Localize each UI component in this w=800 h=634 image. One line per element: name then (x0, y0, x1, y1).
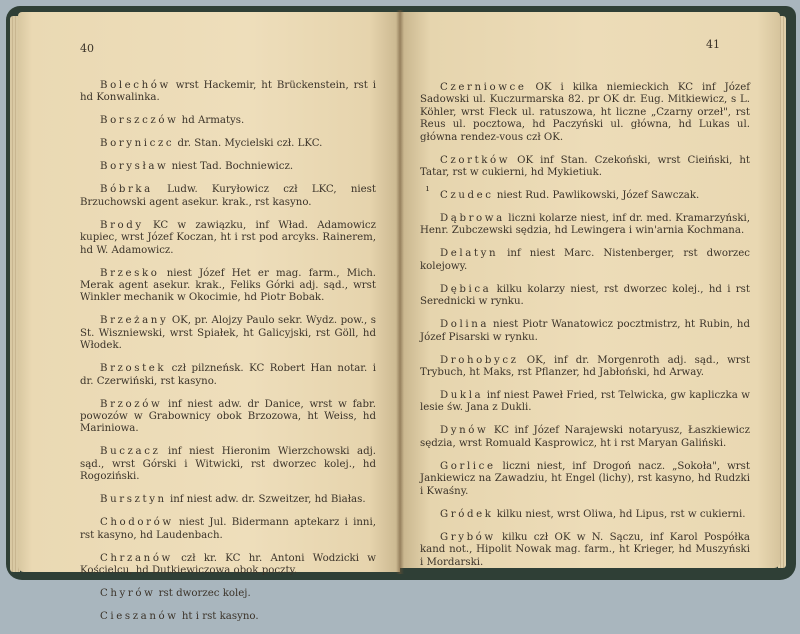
directory-entry (80, 517, 376, 542)
entry-text: kilku kolarzy niest, rst dworzec kolej., hd i rst Serednicki w rynku. (420, 283, 750, 308)
place-name: Brzeżany (100, 315, 169, 327)
place-name: Cieszanów (100, 611, 179, 623)
place-name: Brzesko (100, 267, 160, 279)
directory-entry (80, 138, 376, 150)
entry-text: inf niest Marc. Nistenberger, rst dworzec kolejowy. (420, 248, 750, 272)
place-name: Delatyn (440, 248, 499, 260)
directory-entry (420, 82, 750, 144)
book-gutter (396, 10, 404, 574)
directory-entry (420, 155, 750, 180)
entry-text: dr. Stan. Mycielski czł. LKC. (174, 138, 323, 150)
entry-text: KC inf Józef Narajewski notaryusz, Łaszkiewicz sędzia, wrst Romuald Kasprowicz, ht i rst Maryan Galiński. (420, 425, 750, 449)
directory-entry (80, 161, 376, 173)
entry-text: ht i rst kasyno. (178, 611, 259, 623)
place-name: Boryniczc (100, 138, 175, 150)
place-name: Bolechów (100, 80, 171, 91)
place-name: Brzozów (100, 398, 163, 410)
entry-text: niest Rud. Pawlikowski, Józef Sawczak. (493, 190, 700, 202)
place-name: Bóbrka (100, 184, 153, 196)
entry-text: czł kr. KC hr. Antoni Wodzicki w Kościelcu, hd Dutkiewiczowa obok poczty. (80, 552, 376, 577)
place-name: Dolina (440, 319, 490, 331)
entry-text: rst dworzec kolej. (155, 588, 251, 600)
entry-text: niest Piotr Wanatowicz pocztmistrz, ht Rubin, hd Józef Pisarski w rynku. (420, 319, 750, 343)
entry-text: czł pilzneńsk. KC Robert Han notar. i dr. Czerwiński, rst kasyno. (80, 363, 376, 387)
place-name: Chyrów (100, 588, 156, 600)
place-name: Czerniowce (440, 82, 527, 93)
directory-entry (420, 355, 750, 380)
directory-entry (420, 509, 750, 521)
entry-text: niest Jul. Bidermann aptekarz i inni, rst kasyno, hd Laudenbach. (80, 517, 376, 541)
entry-text: OK i kilka niemieckich KC inf Józef Sadowski ul. Kuczurmarska 82. pr OK dr. Eug. Mitkiewicz, s L. Köhler, wrst Fleck ul. ratuszowa, ht liczne „Czarny orzeł", rst Reus ul. pocztowa, hd Paczyński ul. główna, hd Lukas ul. główna rendez-vous czł OK. (420, 82, 750, 143)
margin-mark: ı (426, 184, 429, 194)
directory-entry (420, 190, 750, 202)
entry-text: OK inf Stan. Czekoński, wrst Cieiński, ht Tatar, rst w cukierni, hd Mykietiuk. (420, 154, 750, 179)
directory-entry (80, 611, 376, 623)
place-name: Grybów (440, 531, 496, 543)
directory-entry (420, 213, 750, 238)
directory-entry (420, 319, 750, 344)
entry-text: liczni niest, inf Drogoń nacz. „Sokoła", wrst Jankiewicz na Zawadziu, ht Engel (lichy), rst kasyno, hd Rudzki i Kwaśny. (420, 460, 750, 497)
directory-entry (80, 588, 376, 600)
right-page (400, 12, 780, 568)
entry-text: niest Tad. Bochniewicz. (168, 161, 294, 173)
place-name: Gorlice (440, 460, 496, 472)
place-name: Drohobycz (440, 354, 519, 366)
entry-text: OK, inf dr. Morgenroth adj. sąd., wrst Trybuch, ht Maks, rst Pflanzer, hd Jabłoński, hd Arway. (420, 354, 750, 379)
directory-entry (80, 446, 376, 483)
directory-entry (80, 553, 376, 578)
place-name: Bursztyn (100, 494, 167, 506)
directory-entry (80, 115, 376, 127)
right-entries (420, 82, 750, 580)
place-name: Chodorów (100, 517, 174, 529)
directory-entry (80, 220, 376, 257)
entry-text: wrst Hackemir, ht Brückenstein, rst i hd Konwalinka. (80, 80, 376, 104)
page-number-left: 40 (80, 42, 94, 55)
entry-text: inf niest adw. dr Danice, wrst w fabr. powozów w Grabownicy obok Brzozowa, ht Weiss, hd Mariniowa. (80, 398, 376, 435)
directory-entry (80, 315, 376, 352)
place-name: Borysław (100, 161, 169, 173)
entry-text: inf niest adw. dr. Szweitzer, hd Białas. (166, 494, 366, 506)
entry-text: Ludw. Kuryłowicz czł LKC, niest Brzuchowski agent asekur. krak., rst kasyno. (80, 184, 376, 208)
place-name: Dynów (440, 425, 489, 437)
directory-entry (80, 363, 376, 388)
place-name: Gródek (440, 508, 494, 520)
place-name: Brzostek (100, 363, 167, 375)
page-number-right: 41 (706, 38, 720, 51)
entry-text: kilku czł OK w N. Sączu, inf Karol Pospółka kand not., Hipolit Nowak mag. farm., ht Krieger, hd Muszyński i Mordarski. (420, 531, 750, 568)
place-name: Dukla (440, 390, 484, 402)
entry-text: liczni kolarze niest, inf dr. med. Kramarzyński, Henr. Zubczewski sędzia, hd Lewingera i win'arnia Kochmana. (420, 213, 750, 237)
place-name: Brody (100, 219, 144, 231)
directory-entry (80, 399, 376, 436)
place-name: Czudec (440, 190, 494, 202)
entry-text: inf niest Paweł Fried, rst Telwicka, gw kapliczka w lesie św. Jana z Dukli. (420, 390, 750, 414)
left-entries (80, 80, 376, 634)
directory-entry (420, 248, 750, 273)
entry-text: niest Józef Het er mag. farm., Mich. Merak agent asekur. krak., Feliks Górki adj. sąd., wrst Winkler mechanik w Okocimie, hd Piotr Bobak. (80, 267, 376, 304)
directory-entry (80, 184, 376, 209)
place-name: Dąbrowa (440, 213, 505, 225)
entry-text: hd Armatys. (178, 115, 245, 127)
entry-text: kilku niest, wrst Oliwa, hd Lipus, rst w cukierni. (493, 508, 746, 520)
directory-entry (420, 532, 750, 569)
directory-entry (80, 494, 376, 506)
directory-entry (420, 461, 750, 498)
place-name: Dębica (440, 283, 492, 295)
left-page (18, 12, 400, 623)
directory-entry (420, 390, 750, 415)
entry-text: OK, pr. Alojzy Paulo sekr. Wydz. pow., s St. Wiszniewski, wrst Spiałek, ht Galicyjski, rst Göll, hd Włodek. (80, 315, 376, 352)
place-name: Buczacz (100, 446, 161, 458)
entry-text: KC w zawiązku, inf Wład. Adamowicz kupiec, wrst Józef Koczan, ht i rst pod arcyks. Rainerem, hd W. Adamowicz. (80, 219, 376, 256)
directory-entry (420, 284, 750, 309)
directory-entry (80, 268, 376, 305)
place-name: Czortków (440, 154, 511, 166)
directory-entry (420, 425, 750, 450)
directory-entry (80, 80, 376, 105)
place-name: Chrzanów (100, 552, 173, 564)
entry-text: inf niest Hieronim Wierzchowski adj. sąd., wrst Górski i Witwicki, rst dworzec kolej., hd Rogoziński. (80, 446, 376, 483)
place-name: Borszczów (100, 115, 179, 127)
